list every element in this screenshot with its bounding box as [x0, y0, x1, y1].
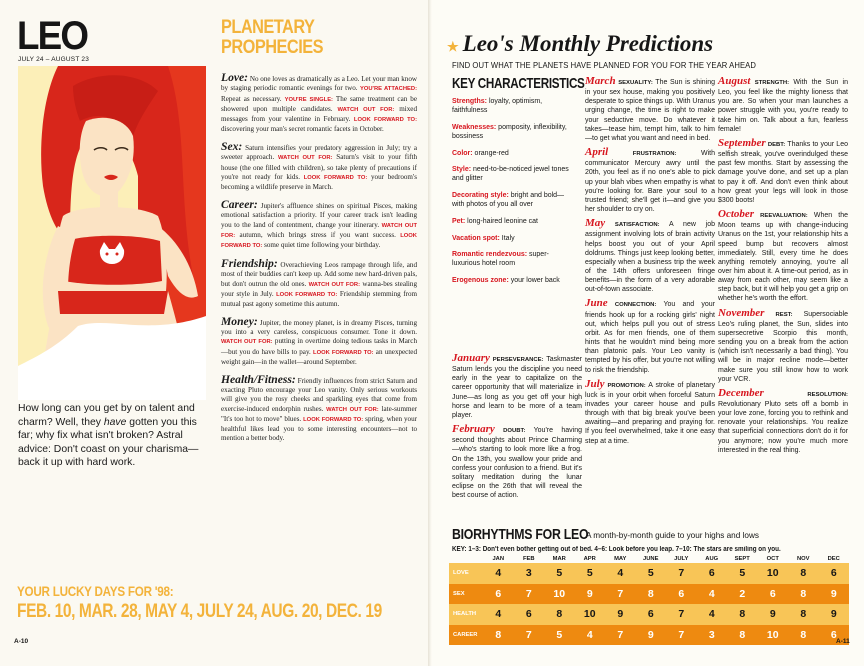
prophecy-keyword: LOOK FORWARD TO:	[313, 349, 374, 356]
month-theme: PERSEVERANCE:	[492, 357, 544, 363]
month-header: MAY	[614, 556, 627, 562]
prophecy-keyword: WATCH OUT FOR:	[278, 155, 333, 162]
monthly-predictions-title	[447, 31, 713, 57]
prophecy-text: mixed messages from your valentine in February.	[221, 104, 417, 124]
prophecy-text: The same treatment can be showered upon multiple candidates.	[221, 94, 417, 113]
month-text: Thanks to your Leo selfish streak, you've overindulged these past few months. Start by assessing the damage you've done, and set up a plan to pay it off. And don't even think about how great your legs will look in those $300 boots!	[718, 140, 848, 204]
month-name: May	[585, 217, 606, 230]
table-cell: 10	[575, 604, 606, 625]
month-march	[585, 77, 715, 143]
month-text: The Sun is shining in your sex house, making you positively desperate to spice things up. With Uranus urging change, the time is right to make your seductive move. Do whatever it takes—tease him, tempt him, talk to him—to get what you want and need in bed.	[585, 79, 715, 142]
table-cell: 4	[483, 604, 514, 625]
month-name: January	[452, 352, 490, 364]
month-text: With the Sun in Leo, you feel like the mighty lioness that you are. So when your man launches a power struggle with you, you're ready to take him on. Talk about a fun, fearless female!	[718, 79, 848, 133]
prophecy-heading: Sex:	[221, 140, 243, 154]
prophecy-keyword: YOU'RE SINGLE:	[284, 96, 333, 103]
month-theme: PROMOTION:	[607, 382, 646, 389]
month-header: APR	[583, 556, 596, 562]
characteristic-label: Romantic rendezvous:	[452, 251, 528, 259]
month-theme: STRENGTH:	[754, 80, 790, 86]
month-theme: CONNECTION:	[614, 302, 657, 309]
month-text: You're having second thoughts about Prince Charming—who's starting to look more like a frog. On the 13th, you swallow your pride and confess your confusion to a friend. But it's solitary meditation during the lunar eclipse on the 26th that will reveal the best course of action.	[452, 427, 583, 500]
table-cell: 8	[788, 625, 819, 646]
table-cell: 9	[819, 584, 850, 605]
monthly-predictions-subtitle: FIND OUT WHAT THE PLANETS HAVE PLANNED FOR YOU FOR THE YEAR AHEAD	[452, 60, 756, 70]
month-name: September	[718, 136, 766, 149]
characteristic-item	[452, 191, 570, 209]
prophecy-text: spring, when your healthful likes lead you to some interesting encounters—not to mention a better body.	[221, 414, 417, 443]
month-theme: SEXUALITY:	[618, 80, 653, 86]
table-cell: 7	[666, 625, 697, 646]
prophecy-text: Repeat as necessary.	[221, 94, 285, 103]
month-theme: REST:	[775, 311, 793, 318]
prophecy-keyword: LOOK FORWARD TO:	[276, 291, 338, 298]
prophecy-keyword: WATCH OUT FOR:	[337, 106, 395, 113]
month-text: With communicator Mercury awry until the 20th, you feel as if no one's able to pick up your blah vibes when empathy is what you're looking for. Bare your soul to a trusted friend; she'll get it—and give you her shoulder to cry on.	[585, 150, 715, 214]
month-text: Revolutionary Pluto sets off a bomb in your love zone, forcing you to rethink and renovate your relationships. You realize that superficial connections don't do it for you anymore; now you're much more interested in the real thing.	[718, 401, 848, 454]
tagline-part-2: gotten you this far; why fix what isn't broken? Astral advice: Don't coast on your charisma—back it up with hard work.	[18, 416, 199, 469]
leo-illustration	[18, 66, 206, 400]
characteristic-value: loyalty, optimism, faithfulness	[452, 98, 543, 115]
biorhythms-table	[449, 555, 849, 645]
month-theme: RESOLUTION:	[807, 391, 848, 398]
prophecy-career	[221, 200, 417, 251]
prophecy-text: autumn, which brings stress if you want success.	[235, 230, 401, 239]
characteristic-value: need-to-be-noticed jewel tones and glitter	[452, 166, 569, 183]
prophecy-heading: Health/Fitness:	[221, 372, 296, 386]
table-cell: 8	[483, 625, 514, 646]
month-header: JULY	[674, 556, 689, 562]
prophecy-keyword: LOOK FORWARD TO:	[303, 416, 364, 423]
table-cell: 8	[727, 604, 758, 625]
table-cell: 9	[575, 584, 606, 605]
characteristic-label: Decorating style:	[452, 192, 509, 200]
table-cell: 4	[605, 563, 636, 584]
month-theme: DEBT:	[767, 141, 786, 148]
month-name: March	[585, 75, 616, 87]
prophecy-text: some quiet time following your birthday.	[262, 241, 381, 250]
characteristic-value: orange-red	[472, 149, 509, 157]
page-number-left: A-10	[14, 638, 29, 645]
prophecy-keyword: WATCH OUT FOR:	[221, 222, 417, 239]
month-name: April	[585, 146, 609, 159]
table-cell: 7	[514, 584, 545, 605]
month-text: A new job assignment involving lots of brain activity helps boost you out of your April doldrums. Things just keep looking better, especially when a business trip the week of the 14th offers unforeseen fringe benefits—in the form of a very adorable out-of-town associate.	[585, 221, 715, 294]
months-column-1	[452, 354, 582, 505]
month-header: NOV	[796, 556, 810, 562]
table-cell: 5	[544, 625, 575, 646]
month-text: Taskmaster Saturn lends you the discipline you need early in the year to capitalize on the career opportunity that will materialize in June—as long as you get off your high horse and learn to be more of a team player.	[452, 356, 582, 419]
month-header: JUNE	[643, 556, 659, 562]
characteristic-item	[452, 149, 570, 158]
month-april	[585, 148, 715, 214]
table-cell: 3	[514, 563, 545, 584]
month-theme: SATISFACTION:	[614, 222, 660, 229]
table-cell: 9	[636, 625, 667, 646]
characteristic-item	[452, 250, 570, 268]
monthly-predictions-title-text: Leo's Monthly Predictions	[462, 31, 714, 56]
table-cell: 6	[697, 563, 728, 584]
characteristic-item	[452, 165, 570, 183]
prophecy-keyword: WATCH OUT FOR:	[308, 281, 361, 288]
table-cell: 8	[544, 604, 575, 625]
prophecy-text: Jupiter's affluence shines on spiritual Pisces, making emotional satisfaction a priority. If your career track isn't leading you to the land of contentment, change your itinerary.	[221, 202, 417, 229]
biorhythm-row-health	[449, 604, 849, 625]
prophecy-text: Overachieving Leos rampage through life, and most of their buddies can't keep up. Add some new hard-driven pals, but don't outrun the old ones.	[221, 260, 417, 288]
biorhythms-description: A month-by-month guide to your highs and lows	[586, 531, 759, 540]
table-cell: 4	[575, 625, 606, 646]
lucky-days: FEB. 10, MAR. 28, MAY 4, JULY 24, AUG. 20, DEC. 19	[17, 600, 382, 622]
characteristic-value: bright and bold—with photos of you all over	[452, 192, 565, 209]
biorhythms-heading: BIORHYTHMS FOR LEO	[452, 526, 589, 543]
prophecy-money	[221, 314, 418, 367]
characteristic-item	[452, 123, 570, 141]
prophecies-title-line-1: PLANETARY	[221, 17, 315, 38]
prophecy-text: wanna-bes stealing your style in July.	[221, 279, 417, 298]
prophecy-keyword: WATCH OUT FOR:	[221, 339, 273, 346]
characteristic-item	[452, 97, 570, 115]
month-name: June	[585, 297, 608, 310]
prophecy-heading: Love:	[221, 71, 249, 84]
table-cell: 10	[758, 625, 789, 646]
month-august	[718, 77, 848, 134]
month-december	[718, 386, 848, 455]
prophecy-friendship	[221, 256, 418, 309]
characteristic-label: Erogenous zone:	[452, 276, 509, 284]
month-november	[718, 306, 848, 384]
prophecy-text: an unexpected weight gain—in the wallet—around September.	[221, 347, 418, 366]
table-cell: 8	[788, 604, 819, 625]
prophecy-keyword: LOOK FORWARD TO:	[303, 175, 368, 182]
month-name: October	[718, 208, 755, 221]
prophecy-health	[221, 372, 417, 444]
table-cell: 8	[788, 563, 819, 584]
prophecy-text: Friendship stemming from mutual past agony sometime this autumn.	[221, 289, 418, 309]
table-cell: 6	[758, 584, 789, 605]
table-cell: 9	[819, 604, 850, 625]
table-cell: 4	[697, 604, 728, 625]
prophecy-text: putting in overtime doing tedious tasks in March—but you do have bills to pay.	[221, 337, 417, 356]
months-column-2	[585, 77, 715, 451]
tagline-part-1: How long can you get by on talent and charm? Well, they	[18, 403, 195, 428]
month-header: SEPT	[734, 556, 750, 562]
table-cell: 8	[636, 584, 667, 605]
table-cell: 5	[575, 563, 606, 584]
characteristic-item	[452, 234, 570, 243]
prophecies-column	[221, 73, 417, 451]
row-label: SEX	[449, 584, 483, 605]
month-theme: FRUSTRATION:	[632, 151, 677, 158]
table-cell: 4	[697, 584, 728, 605]
characteristic-label: Weaknesses:	[452, 123, 497, 131]
row-label: HEALTH	[449, 604, 483, 625]
month-name: November	[718, 306, 765, 319]
biorhythm-row-love	[449, 563, 849, 584]
months-column-3	[718, 77, 848, 460]
prophecy-love	[221, 73, 417, 135]
month-may	[585, 219, 715, 294]
month-name: December	[718, 386, 764, 399]
table-cell: 7	[666, 604, 697, 625]
prophecy-text: No one loves as dramatically as a Leo. Let your man know by staging periodic romantic evenings for two.	[221, 75, 417, 93]
characteristic-value: long-haired leonine cat	[465, 217, 539, 225]
table-cell: 3	[697, 625, 728, 646]
month-header: OCT	[766, 556, 779, 562]
table-cell: 7	[605, 625, 636, 646]
lucky-days-label: YOUR LUCKY DAYS FOR '98:	[17, 584, 174, 599]
prophecy-text: late-summer "It's too hot to move" blues.	[221, 404, 417, 423]
month-name: August	[718, 75, 751, 87]
characteristic-label: Pet:	[452, 217, 466, 225]
table-cell: 9	[605, 604, 636, 625]
month-july	[585, 377, 716, 446]
row-label: LOVE	[449, 563, 483, 584]
prophecy-heading: Friendship:	[221, 256, 278, 270]
table-cell: 10	[544, 584, 575, 605]
biorhythms-month-header	[449, 555, 849, 563]
month-header: MAR	[552, 556, 566, 562]
characteristic-label: Style:	[452, 166, 472, 174]
prophecy-keyword: LOOK FORWARD TO:	[221, 232, 417, 250]
table-cell: 5	[727, 563, 758, 584]
characteristic-label: Strengths:	[452, 98, 487, 105]
prophecy-text: Jupiter, the money planet, is in dreamy Pisces, turning you into a very careless, conspicuous consumer. Tone it down.	[221, 318, 417, 337]
prophecies-title-line-2: PROPHECIES	[221, 37, 323, 58]
table-cell: 6	[819, 563, 850, 584]
prophecy-text: your bedroom's becoming a wildlife preserve in March.	[221, 173, 417, 192]
month-text: A stroke of planetary luck is in your orbit when forceful Saturn invades your career house and pulls through with that big break you've been awaiting—and preparing and praying for. If you feel overwhelmed, take it one easy step at a time.	[585, 381, 716, 445]
table-cell: 6	[819, 625, 850, 646]
star-icon: ★	[447, 39, 459, 54]
biorhythm-row-career	[449, 625, 849, 646]
table-cell: 8	[788, 584, 819, 605]
characteristic-value: super-luxurious hotel room	[452, 251, 549, 268]
tagline	[18, 402, 206, 470]
month-name: July	[585, 377, 605, 390]
prophecy-keyword: WATCH OUT FOR:	[326, 406, 379, 413]
month-text: Supersociable Leo's ruling planet, the Sun, slides into supersecretive Scorpio this month, sending you on a break from the action (which isn't necessarily a bad thing). You will be in major recline mode—better make sure you still know how to work your VCR.	[718, 310, 848, 383]
table-cell: 2	[727, 584, 758, 605]
prophecies-title	[221, 18, 323, 58]
month-october	[718, 210, 848, 304]
table-corner	[449, 555, 483, 563]
prophecy-text: Saturn's visit to your fifth house (the one filled with children), so take plenty of precautions if you're not ready for kids.	[221, 153, 417, 182]
table-cell: 6	[483, 584, 514, 605]
month-june	[585, 299, 715, 374]
month-name: February	[452, 423, 495, 436]
prophecy-keyword: LOOK FORWARD TO:	[353, 117, 418, 124]
row-label: CAREER	[449, 625, 483, 646]
month-january	[452, 354, 582, 420]
biorhythms-key: KEY: 1–3: Don't even bother getting out of bed. 4–6: Look before you leap. 7–10: The stars are smiling on you.	[452, 546, 781, 553]
table-cell: 4	[483, 563, 514, 584]
sign-dates: JULY 24 – AUGUST 23	[18, 56, 90, 63]
characteristic-item	[452, 276, 570, 285]
table-cell: 7	[605, 584, 636, 605]
page-number-right: A-11	[836, 638, 850, 645]
characteristic-label: Vacation spot:	[452, 234, 500, 242]
month-text: You and your friends hook up for a rocking girls' night out, which helps pull you out of stress orbit. As for men friends, one of them hints that he wouldn't mind being more than platonic pals. Your Leo vanity is tempted by his offer, but you're not willing to risk the friendship.	[585, 301, 715, 374]
month-header: DEC	[827, 556, 840, 562]
month-text: When the Moon teams up with change-inducing Uranus on the 1st, your relationship hits a speed bump but recovers almost immediately. Still, every time he does anything remotely annoying, you're all over him about it. A time-out period, as in away from each other, may seem like a step back, but it will help you get a grip on whether he's worth the effort.	[718, 212, 848, 303]
table-cell: 7	[666, 563, 697, 584]
month-theme: REEVALUATION:	[760, 213, 808, 220]
prophecy-text: Saturn intensifies your predatory aggression in July; try a sweeter approach.	[221, 144, 417, 162]
key-characteristics-list	[452, 97, 570, 293]
month-header: AUG	[705, 556, 719, 562]
table-cell: 8	[727, 625, 758, 646]
characteristic-label: Color:	[452, 149, 473, 157]
month-theme: DOUBT:	[503, 428, 526, 435]
table-cell: 9	[758, 604, 789, 625]
month-header: FEB	[522, 556, 535, 562]
month-header: JAN	[492, 556, 505, 562]
characteristic-value: Italy	[499, 234, 515, 242]
prophecy-heading: Money:	[221, 314, 258, 328]
sign-name: LEO	[17, 14, 88, 58]
table-cell: 5	[636, 563, 667, 584]
table-cell: 6	[666, 584, 697, 605]
prophecy-keyword: YOU'RE ATTACHED:	[360, 86, 417, 93]
characteristic-value: pomposity, inflexibility, bossiness	[452, 123, 567, 140]
leo-woman-illustration	[18, 66, 206, 400]
characteristic-value: your lower back	[508, 276, 560, 284]
prophecy-heading: Career:	[221, 198, 258, 212]
table-cell: 6	[636, 604, 667, 625]
prophecy-text: Friendly influences from strict Saturn and exacting Pluto encourage your Leo vanity. Only serious workouts will give you the rosy cheeks and sparkling eyes that come from exercise-induced endorphin rushes.	[221, 376, 417, 413]
biorhythm-row-sex	[449, 584, 849, 605]
prophecy-text: discovering your man's secret romantic facets in October.	[221, 125, 384, 134]
month-february	[452, 425, 582, 500]
table-cell: 10	[758, 563, 789, 584]
tagline-emphasis: have	[103, 416, 127, 428]
characteristic-item	[452, 217, 570, 226]
prophecy-sex	[221, 142, 417, 192]
table-cell: 6	[514, 604, 545, 625]
key-characteristics-heading: KEY CHARACTERISTICS	[452, 76, 585, 92]
month-september	[718, 136, 848, 205]
table-cell: 7	[514, 625, 545, 646]
table-cell: 5	[544, 563, 575, 584]
